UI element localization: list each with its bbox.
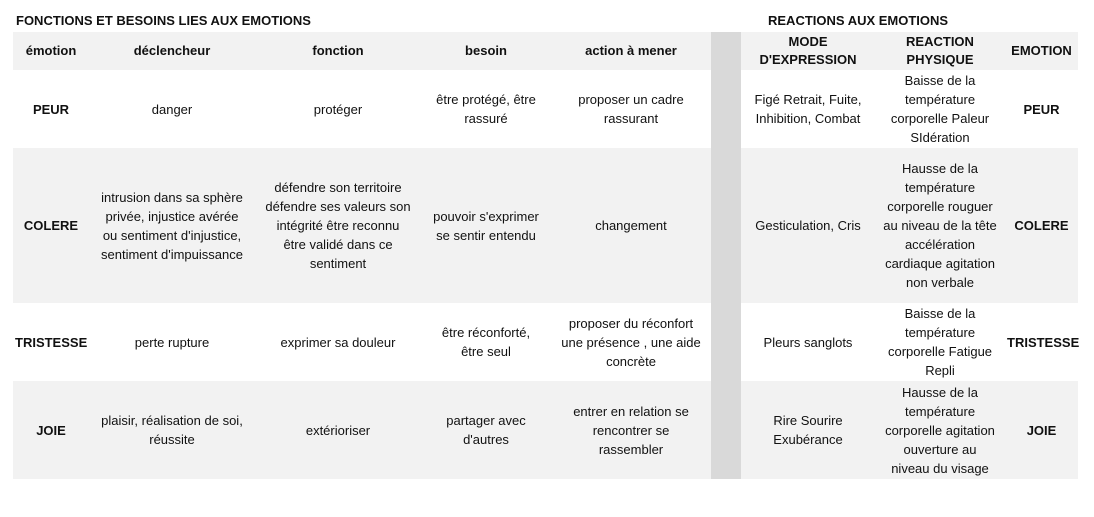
- header-row: [13, 32, 1078, 70]
- reaction-physique-cell: Hausse de la température corporelle rouguer au niveau de la tête accélération cardiaque agitation non verbale: [875, 148, 1005, 303]
- column-separator: [711, 148, 741, 303]
- column-separator: [711, 303, 741, 381]
- column-separator: [711, 32, 741, 70]
- column-separator: [711, 381, 741, 479]
- declencheur-cell: danger: [151, 101, 193, 117]
- besoin-cell: pouvoir s'exprimer se sentir entendu: [421, 148, 551, 303]
- declencheur-cell: plaisir, réalisation de soi, réussite: [89, 381, 255, 479]
- mode-expression-cell: Gesticulation, Cris: [741, 148, 875, 303]
- action-cell: proposer un cadre rassurant: [578, 92, 684, 126]
- emotion-right-cell: TRISTESSE: [1007, 334, 1080, 350]
- header-reaction-physique: REACTION PHYSIQUE: [875, 32, 1005, 70]
- besoin-cell: partager avec d'autres: [421, 381, 551, 479]
- table-row: [13, 381, 1078, 479]
- header-besoin: besoin: [421, 32, 551, 70]
- header-mode-expression: MODE D'EXPRESSION: [741, 32, 875, 70]
- reaction-physique-cell: Hausse de la température corporelle agitation ouverture au niveau du visage: [875, 381, 1005, 479]
- action-cell: entrer en relation se rencontrer se rassembler: [551, 381, 711, 479]
- besoin-cell: être protégé, être rassuré: [436, 92, 536, 126]
- emotion-cell: PEUR: [32, 101, 70, 117]
- reaction-physique-cell: Baisse de la température corporelle Fatigue Repli: [887, 306, 993, 378]
- action-cell: changement: [551, 148, 711, 303]
- column-separator: [711, 70, 741, 148]
- declencheur-cell: intrusion dans sa sphère privée, injustice avérée ou sentiment d'injustice, sentiment d'impuissance: [89, 148, 255, 303]
- emotions-table: [13, 32, 1078, 479]
- mode-expression-cell: Pleurs sanglots: [763, 334, 853, 350]
- fonction-cell: défendre son territoire défendre ses valeurs son intégrité être reconnu être validé dans ce sentiment: [255, 148, 421, 303]
- emotion-right-cell: JOIE: [1005, 381, 1078, 479]
- emotion-cell: COLERE: [13, 148, 89, 303]
- header-fonction: fonction: [255, 32, 421, 70]
- table-row: [13, 148, 1078, 303]
- fonction-cell: extérioriser: [255, 381, 421, 479]
- mode-expression-cell: Figé Retrait, Fuite, Inhibition, Combat: [754, 92, 862, 126]
- emotion-cell: JOIE: [13, 381, 89, 479]
- emotion-cell: TRISTESSE: [15, 334, 88, 350]
- header-action: action à mener: [551, 32, 711, 70]
- mode-expression-cell: Rire Sourire Exubérance: [741, 381, 875, 479]
- emotion-right-cell: COLERE: [1005, 148, 1078, 303]
- fonction-cell: exprimer sa douleur: [280, 334, 396, 350]
- section-title-fonctions: FONCTIONS ET BESOINS LIES AUX EMOTIONS: [16, 13, 311, 28]
- declencheur-cell: perte rupture: [134, 334, 210, 350]
- table-row: [13, 70, 1078, 148]
- besoin-cell: être réconforté, être seul: [441, 325, 531, 359]
- fonction-cell: protéger: [313, 101, 363, 117]
- emotion-right-cell: PEUR: [1023, 101, 1060, 117]
- action-cell: proposer du réconfort une présence , une aide concrète: [561, 315, 701, 369]
- table-row: [13, 303, 1078, 381]
- header-emotion-right: EMOTION: [1005, 32, 1078, 70]
- reaction-physique-cell: Baisse de la température corporelle Paleur SIdération: [890, 73, 990, 145]
- header-emotion: émotion: [13, 32, 89, 70]
- header-declencheur: déclencheur: [89, 32, 255, 70]
- section-title-reactions: REACTIONS AUX EMOTIONS: [768, 13, 949, 28]
